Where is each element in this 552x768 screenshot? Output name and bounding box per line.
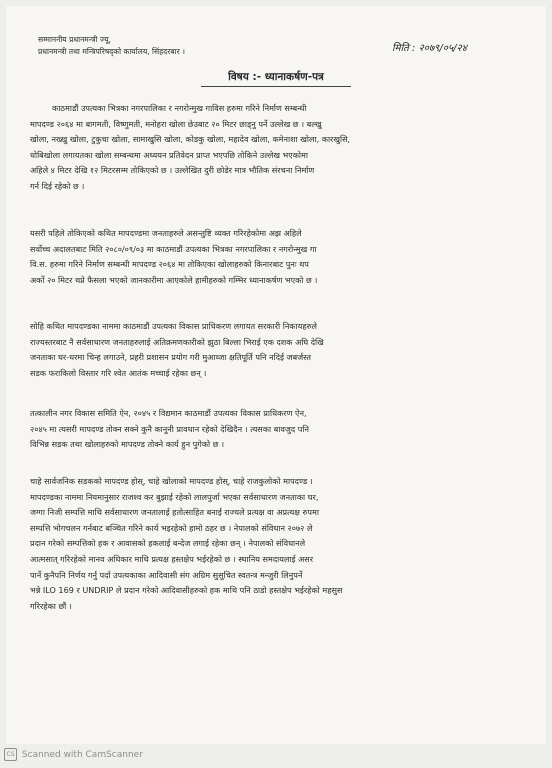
text-line: सर्वोच्च अदालतबाट मिति २०८०/०९/०३ मा काठमाडौं उपत्यका भित्रका नगरपालिका र नगरोन्मुख गा — [30, 243, 317, 254]
paragraph-4 — [30, 406, 520, 453]
addressee-block — [38, 34, 185, 58]
text-line: सम्पत्ति भोगचलन गर्नबाट बञ्चित गरिने कार्य भइरहेको हामो ठहर छ । नेपालको संविधान २०७२ ले — [30, 522, 313, 533]
text-line: वि.स. हरुमा गरिने निर्माण सम्बन्धी मापदण्ड २०६४ मा तोकिएका खोलाहरुको किनारबाट पुनः थप — [30, 259, 309, 270]
text-line: राज्यस्तरबाट नै सर्वसाधारण जनताहरुलाई अतिक्रमणकारीको झुठा बिल्ला भिराई एक दशक अघि देखि — [30, 336, 324, 347]
paragraph-5 — [30, 474, 520, 614]
subject-underline — [201, 86, 351, 87]
text-line: काठमाडौं उपत्यका भित्रका नगरपालिका र नगरोन्मुख गाविस हरुमा गरिने निर्माण सम्बन्धी — [52, 103, 307, 113]
camscanner-logo-icon: CS — [4, 748, 17, 761]
text-line: अर्को २० मिटर थप्ने फैसला भएको जानकारीमा आएकोले हामीहरुको गम्भिर ध्यानाकर्षण भएको छ । — [30, 274, 318, 285]
text-line: जग्गा निजी सम्पत्ति माथि सर्वसाधारण जनतालाई हतोत्साहित बनाई राज्यले प्रत्यक्ष वा अप्रत्यक्ष रुपमा — [30, 507, 319, 518]
paragraph-2 — [30, 226, 520, 288]
scanner-watermark — [4, 748, 143, 761]
text-line: आत्मसात् गरिरहेको मानव अधिकार माथि प्रत्यक्ष हस्तक्षेप भईरहेको छ । स्थानिय समदायलाई असर — [30, 553, 314, 564]
text-line: यसरी पहिले तोकिएको कथित मापदण्डमा जनताहरुले असन्तुष्टि व्यक्त गरिरहेकोमा अझ अहिले — [30, 228, 302, 238]
text-line: गरिरहेका छौं । — [30, 600, 72, 611]
text-line: मापदण्डका नाममा नियमानुसार राजश्व कर बुझाई रहेको लालपुर्जा भएका सर्वसाधारण जनताका घर, — [30, 491, 319, 502]
text-line: २०४५ मा त्यसरी मापदण्ड तोक्न सक्ने कुनै कानूनी प्रावधान रहेको देखिदैन । त्यसका बावजुद पनि — [30, 423, 309, 434]
text-line: मापदण्ड २०६४ मा बागमती, विष्णुमती, मनोहरा खोला छेउबाट २० मिटर छाड्नु पर्ने उल्लेख छ । बल्खु — [30, 118, 322, 129]
paragraph-3 — [30, 319, 520, 381]
text-line: प्रदान गरेको सम्पत्तिको हक र आवासको हकलाई बन्देज लगाई रहेका छन् । नेपालको संविधानले — [30, 538, 306, 549]
text-line: चाहे सार्वजनिक सडकको मापदण्ड होस्, चाहे खोलाको मापदण्ड होस्, चाहे राजकुलोको मापदण्ड । — [30, 476, 313, 486]
text-line: गर्न दिई रहेको छ । — [30, 180, 85, 191]
text-line: अहिले ४ मिटर देखि १२ मिटरसम्म तोकिएको छ । उल्लेखित दुरी छोडेर मात्र भौतिक संरचना निर्माण — [30, 165, 315, 176]
text-line: भन्ने ILO 169 र UNDRIP ले प्रदान गरेको आदिवासीहरुको हक माथि पनि ठाडो हस्तक्षेप भईरहेको महसुस — [30, 585, 343, 596]
paragraph-1 — [30, 101, 520, 195]
addressee-line: प्रधानमन्त्री तथा मन्त्रिपरिषद्को कार्यालय, सिंहदरबार । — [38, 47, 186, 56]
text-line: पार्ने कुनैपनि निर्णय गर्नु पर्दा उपत्यकाका आदिवासी संग अग्रिम सुसुचित स्वतन्त्र मन्जुरी लिनुपर्ने — [30, 569, 303, 580]
text-line: धोबिखोला लगायतका खोला सम्बन्धमा अध्ययन प्रतिवेदन प्राप्त भएपछि तोकिने उल्लेख भएकोमा — [30, 149, 308, 160]
addressee-line: सम्माननीय प्रधानमन्त्री ज्यू, — [38, 35, 112, 44]
subject-heading — [0, 70, 552, 87]
text-line: जनताका घर-धरमा चिन्ह लगाउने, प्रहरी प्रशासन प्रयोग गरी मुआव्जा क्षतिपूर्ति पनि नदिई जबर्जस्त — [30, 352, 311, 363]
letter-date: मिति : २०७९/०५/२४ — [392, 43, 467, 54]
text-line: तत्कालीन नगर विकास समिति ऐन, २०४५ र विद्यमान काठमाडौं उपत्यका विकास प्राधिकरण ऐन, — [30, 408, 307, 418]
subject-text: विषय :- ध्यानाकर्षण-पत्र — [228, 71, 324, 83]
text-line: सोहि कथित मापदण्डका नाममा काठमाडौं उपत्यका विकास प्राधिकरण लगायत सरकारी निकायहरुले — [30, 321, 317, 331]
text-line: विभिन्न सडक तथा खोलाहरुको मापदण्ड तोक्ने कार्य हुन पुगेको छ । — [30, 439, 225, 450]
text-line: खोला, नख्खु खोला, टुकुचा खोला, सामाखुसि खोला, कोडकु खोला, महादेव खोला, कमेनाशा खोला, कारखुसि, — [30, 134, 351, 145]
watermark-text: Scanned with CamScanner — [21, 750, 143, 760]
text-line: सडक फराकिलो विस्तार गरि श्वेत आतंक मच्चाई रहेका छन् । — [30, 367, 207, 378]
